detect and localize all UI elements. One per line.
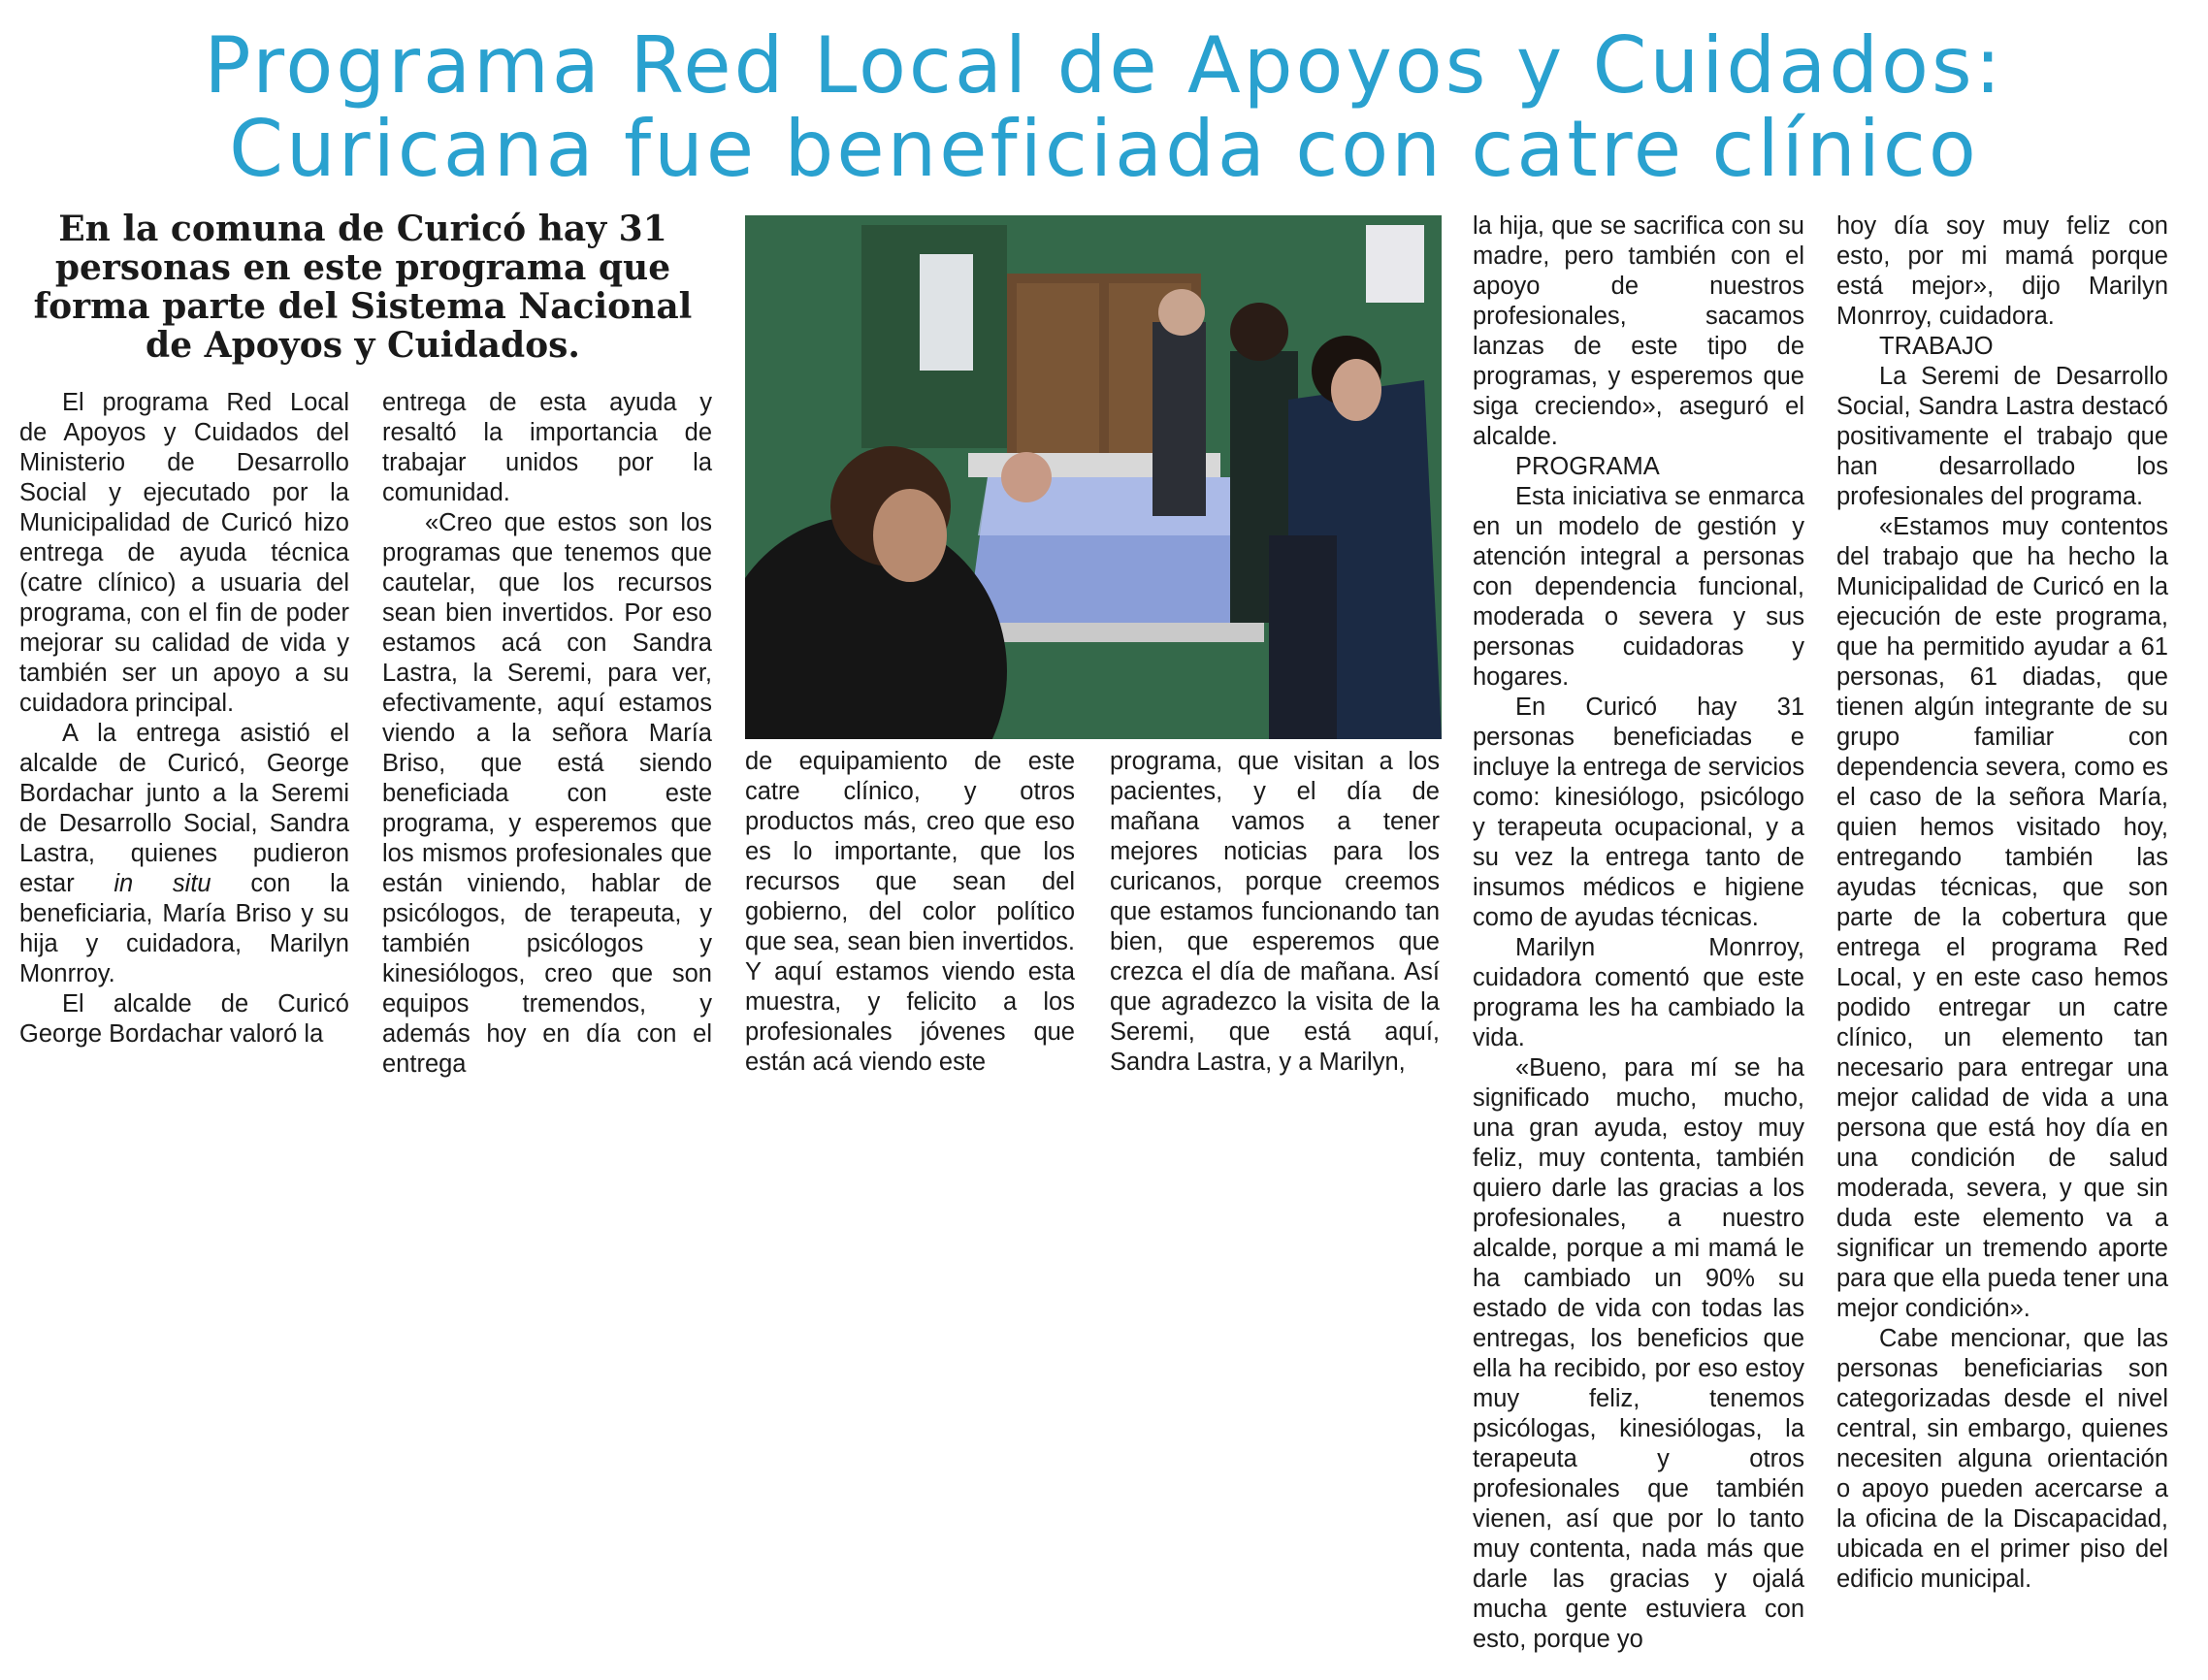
section-heading: TRABAJO [1879,333,1994,360]
column-4 [1110,747,1440,1078]
paragraph: Marilyn Monrroy, cuidadora comentó que este programa les ha cambiado la vida. [1473,934,1804,1051]
subheadline: En la comuna de Curicó hay 31 personas en este programa que forma parte del Sistema Nacional de Apoyos y Cuidados. [33,209,693,366]
column-3 [745,747,1075,1078]
column-1 [19,388,349,1050]
emphasis-text: in situ [114,870,211,897]
paragraph: «Bueno, para mí se ha significado mucho, mucho, una gran ayuda, estoy muy feliz, muy contenta, también quiero darle las gracias a los profesionales, a nuestro alcalde, porque a mi mamá le ha cambiado un 90% su estado de vida con todas las entregas, los beneficios que ella ha recibido, por eso estoy muy feliz, tenemos psicólogas, kinesiólogas, la terapeuta y otros profesionales que también vienen, así que por lo tanto muy contenta, nada más que darle las gracias y ojalá mucha gente estuviera con esto, porque yo [1473,1054,1804,1653]
headline-line-2: Curicana fue beneficiada con catre clínico [229,104,1979,194]
paragraph: hoy día soy muy feliz con esto, por mi mamá porque está mejor», dijo Marilyn Monrroy, cuidadora. [1836,212,2168,330]
paragraph: la hija, que se sacrifica con su madre, pero también con el apoyo de nuestros profesionales, sacamos lanzas de este tipo de programas, y esperemos que siga creciendo», aseguró el alcalde. [1473,212,1804,450]
paragraph: El programa Red Local de Apoyos y Cuidados del Ministerio de Desarrollo Social y ejecutado por la Municipalidad de Curicó hizo entrega de ayuda técnica (catre clínico) a usuaria del programa, con el fin de poder mejorar su calidad de vida y también ser un apoyo a su cuidadora principal. [19,389,349,717]
paragraph: entrega de esta ayuda y resaltó la importancia de trabajar unidos por la comunidad. [382,389,712,506]
paragraph: Esta iniciativa se enmarca en un modelo de gestión y atención integral a personas con dependencia funcional, moderada o severa y sus personas cuidadoras y hogares. [1473,483,1804,691]
headline-line-1: Programa Red Local de Apoyos y Cuidados: [204,20,2004,111]
paragraph: A la entrega asistió el alcalde de Curicó, George Bordachar junto a la Seremi de Desarrollo Social, Sandra Lastra, quienes pudieron estar in situ con la beneficiaria, María Briso y su hija y cuidadora, Marilyn Monrroy. [19,720,349,987]
paragraph: En Curicó hay 31 personas beneficiadas e incluye la entrega de servicios como: kinesiólogo, psicólogo y terapeuta ocupacional, y a su vez la entrega tanto de insumos médicos e higiene como de ayudas técnicas. [1473,694,1804,931]
section-heading: PROGRAMA [1515,453,1660,480]
paragraph: La Seremi de Desarrollo Social, Sandra Lastra destacó positivamente el trabajo que han desarrollado los profesionales del programa. [1836,363,2168,510]
column-5 [1473,211,1804,1655]
paragraph: «Estamos muy contentos del trabajo que ha hecho la Municipalidad de Curicó en la ejecución de este programa, que ha permitido ayudar a 61 personas, 61 diadas, que tienen algún integrante de su grupo familiar con dependencia severa, como es el caso de la señora María, quien hemos visitado hoy, entregando también las ayudas técnicas, que son parte de la cobertura que entrega el programa Red Local, y en este caso hemos podido entregar un catre clínico, un elemento tan necesario para entregar una mejor calidad de vida a una persona que está hoy día en una condición de salud moderada, severa, y que sin duda este elemento va a significar un tremendo aporte para que ella pueda tener una mejor condición». [1836,513,2168,1322]
paragraph: Cabe mencionar, que las personas beneficiarias son categorizadas desde el nivel central, sin embargo, quienes necesiten alguna orientación o apoyo pueden acercarse a la oficina de la Discapacidad, ubicada en el primer piso del edificio municipal. [1836,1325,2168,1593]
paragraph: de equipamiento de este catre clínico, y otros productos más, creo que eso es lo importante, que los recursos que sean del gobierno, del color político que sea, sean bien invertidos. Y aquí estamos viendo esta muestra, y felicito a los profesionales jóvenes que están acá viendo este [745,748,1075,1076]
paragraph: programa, que visitan a los pacientes, y el día de mañana vamos a tener mejores noticias para los curicanos, porque creemos que estamos funcionando tan bien, que esperemos que crezca el día de mañana. Así que agradezco la visita de la Seremi, que está aquí, Sandra Lastra, y a Marilyn, [1110,748,1440,1076]
article-photo [745,215,1442,739]
paragraph: El alcalde de Curicó George Bordachar valoró la [19,990,349,1048]
column-2 [382,388,712,1080]
column-6 [1836,211,2168,1595]
paragraph: «Creo que estos son los programas que tenemos que cautelar, que los recursos sean bien invertidos. Por eso estamos acá con Sandra Lastra, la Seremi, para ver, efectivamente, aquí estamos viendo a la señora María Briso, que está siendo beneficiada con este programa, y esperemos que los mismos profesionales que están viniendo, hablar de psicólogos, de terapeuta, y también psicólogos y kinesiólogos, creo que son equipos tremendos, y además hoy en día con el entrega [382,509,712,1078]
